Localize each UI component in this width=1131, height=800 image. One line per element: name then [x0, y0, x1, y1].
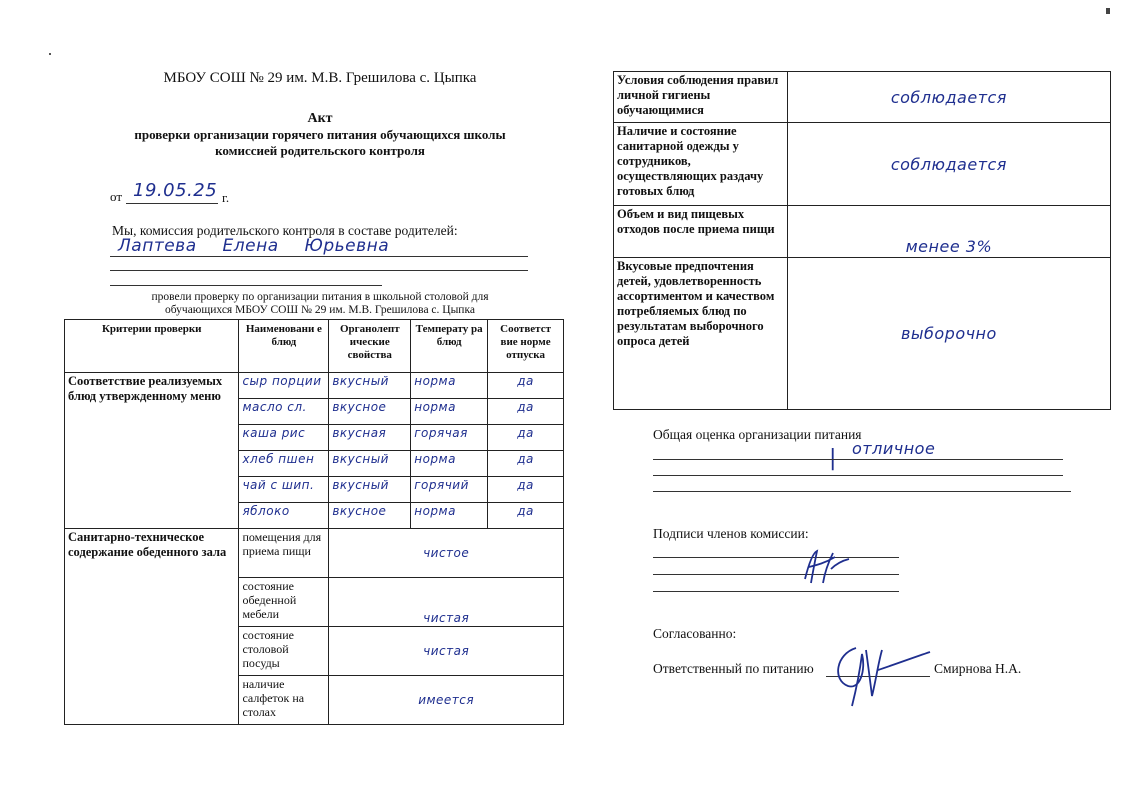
document-subtitle-1: проверки организации горячего питания обучающихся школы [134, 127, 506, 142]
dish-temp: горячий [411, 477, 488, 503]
responsible-name: Смирнова Н.А. [934, 661, 1022, 676]
dish-temp: норма [411, 373, 488, 399]
table-row [65, 529, 564, 578]
dish-name: хлеб пшен [239, 451, 329, 477]
dish-props: вкусная [329, 425, 411, 451]
dish-props: вкусное [329, 399, 411, 425]
table-row [614, 72, 1111, 123]
sanitary-item: состояние обеденной мебели [239, 578, 329, 627]
dish-props: вкусный [329, 373, 411, 399]
table-row [65, 373, 564, 399]
date-prefix: от [110, 189, 123, 204]
section-sanitary: Санитарно-техническое содержание обеденного зала [65, 529, 239, 725]
school-name: МБОУ СОШ № 29 им. М.В. Грешилова с. Цыпка [163, 70, 477, 86]
assessment-line-1 [653, 459, 1063, 460]
signature-line-1 [653, 557, 899, 558]
scan-speck [1106, 8, 1110, 14]
condition-label: Вкусовые предпочтения детей, удовлетворенность ассортиментом и качеством потребляемых блюд по результатам выборочного опроса детей [614, 258, 788, 410]
condition-label: Наличие и состояние санитарной одежды у сотрудников, осуществляющих раздачу готовых блюд [614, 123, 788, 206]
dish-props: вкусный [329, 477, 411, 503]
dish-name: чай с шип. [239, 477, 329, 503]
agreed-label: Согласованно: [653, 626, 737, 641]
table-header-row [65, 320, 564, 373]
assessment-line-3 [653, 491, 1071, 492]
member-line-1 [110, 256, 528, 257]
date-underline [126, 203, 218, 204]
condition-value: соблюдается [787, 123, 1110, 206]
dish-name: масло сл. [239, 399, 329, 425]
dish-norm: да [488, 451, 564, 477]
dish-temp: норма [411, 451, 488, 477]
dish-temp: норма [411, 399, 488, 425]
check-text-1: провели проверку по организации питания в школьной столовой для [151, 291, 489, 303]
assessment-value: отличное [852, 439, 936, 458]
header-temperature: Температу ра блюд [411, 320, 488, 373]
dish-norm: да [488, 399, 564, 425]
condition-value: соблюдается [787, 72, 1110, 123]
table-row [614, 206, 1111, 258]
dish-props: вкусный [329, 451, 411, 477]
scan-speck [49, 53, 51, 55]
member-line-3 [110, 285, 382, 286]
section-menu-compliance: Соответствие реализуемых блюд утвержденному меню [65, 373, 239, 529]
commission-member: Лаптева Елена Юрьевна [118, 236, 390, 256]
assessment-mark: | [829, 446, 837, 471]
members-signatures-label: Подписи членов комиссии: [653, 526, 809, 541]
dish-norm: да [488, 425, 564, 451]
sanitary-item: состояние столовой посуды [239, 627, 329, 676]
sanitary-value: чистая [329, 627, 564, 676]
dish-props: вкусное [329, 503, 411, 529]
condition-label: Объем и вид пищевых отходов после приема пищи [614, 206, 788, 258]
dish-norm: да [488, 477, 564, 503]
table-row [614, 123, 1111, 206]
check-text-2: обучающихся МБОУ СОШ № 29 им. М.В. Грешилова с. Цыпка [165, 304, 475, 316]
dish-name: яблоко [239, 503, 329, 529]
dish-temp: горячая [411, 425, 488, 451]
dish-temp: норма [411, 503, 488, 529]
document-title: Акт [307, 111, 333, 126]
responsible-label: Ответственный по питанию [653, 661, 814, 676]
header-organoleptic: Органолепт ические свойства [329, 320, 411, 373]
assessment-line-2 [653, 475, 1063, 476]
date-value: 19.05.25 [133, 180, 218, 201]
criteria-table [64, 319, 564, 725]
dish-norm: да [488, 373, 564, 399]
condition-value: менее 3% [787, 206, 1110, 258]
responsible-signature [826, 640, 936, 710]
header-dish-name: Наименовани е блюд [239, 320, 329, 373]
assessment-label: Общая оценка организации питания [653, 427, 862, 442]
condition-value: выборочно [787, 258, 1110, 410]
signature-line-3 [653, 591, 899, 592]
commission-intro: Мы, комиссия родительского контроля в составе родителей: [112, 223, 458, 238]
table-row [614, 258, 1111, 410]
date-suffix: г. [222, 190, 230, 205]
conditions-table [613, 71, 1111, 410]
header-norm: Соответст вие норме отпуска [488, 320, 564, 373]
sanitary-item: наличие салфеток на столах [239, 676, 329, 725]
sanitary-value: чистое [329, 529, 564, 578]
dish-name: сыр порции [239, 373, 329, 399]
document-subtitle-2: комиссией родительского контроля [215, 143, 425, 158]
condition-label: Условия соблюдения правил личной гигиены обучающимися [614, 72, 788, 123]
signature-line-2 [653, 574, 899, 575]
dish-name: каша рис [239, 425, 329, 451]
header-criteria: Критерии проверки [65, 320, 239, 373]
dish-norm: да [488, 503, 564, 529]
sanitary-value: чистая [329, 578, 564, 627]
sanitary-value: имеется [329, 676, 564, 725]
member-signature [795, 543, 855, 589]
sanitary-item: помещения для приема пищи [239, 529, 329, 578]
member-line-2 [110, 270, 528, 271]
